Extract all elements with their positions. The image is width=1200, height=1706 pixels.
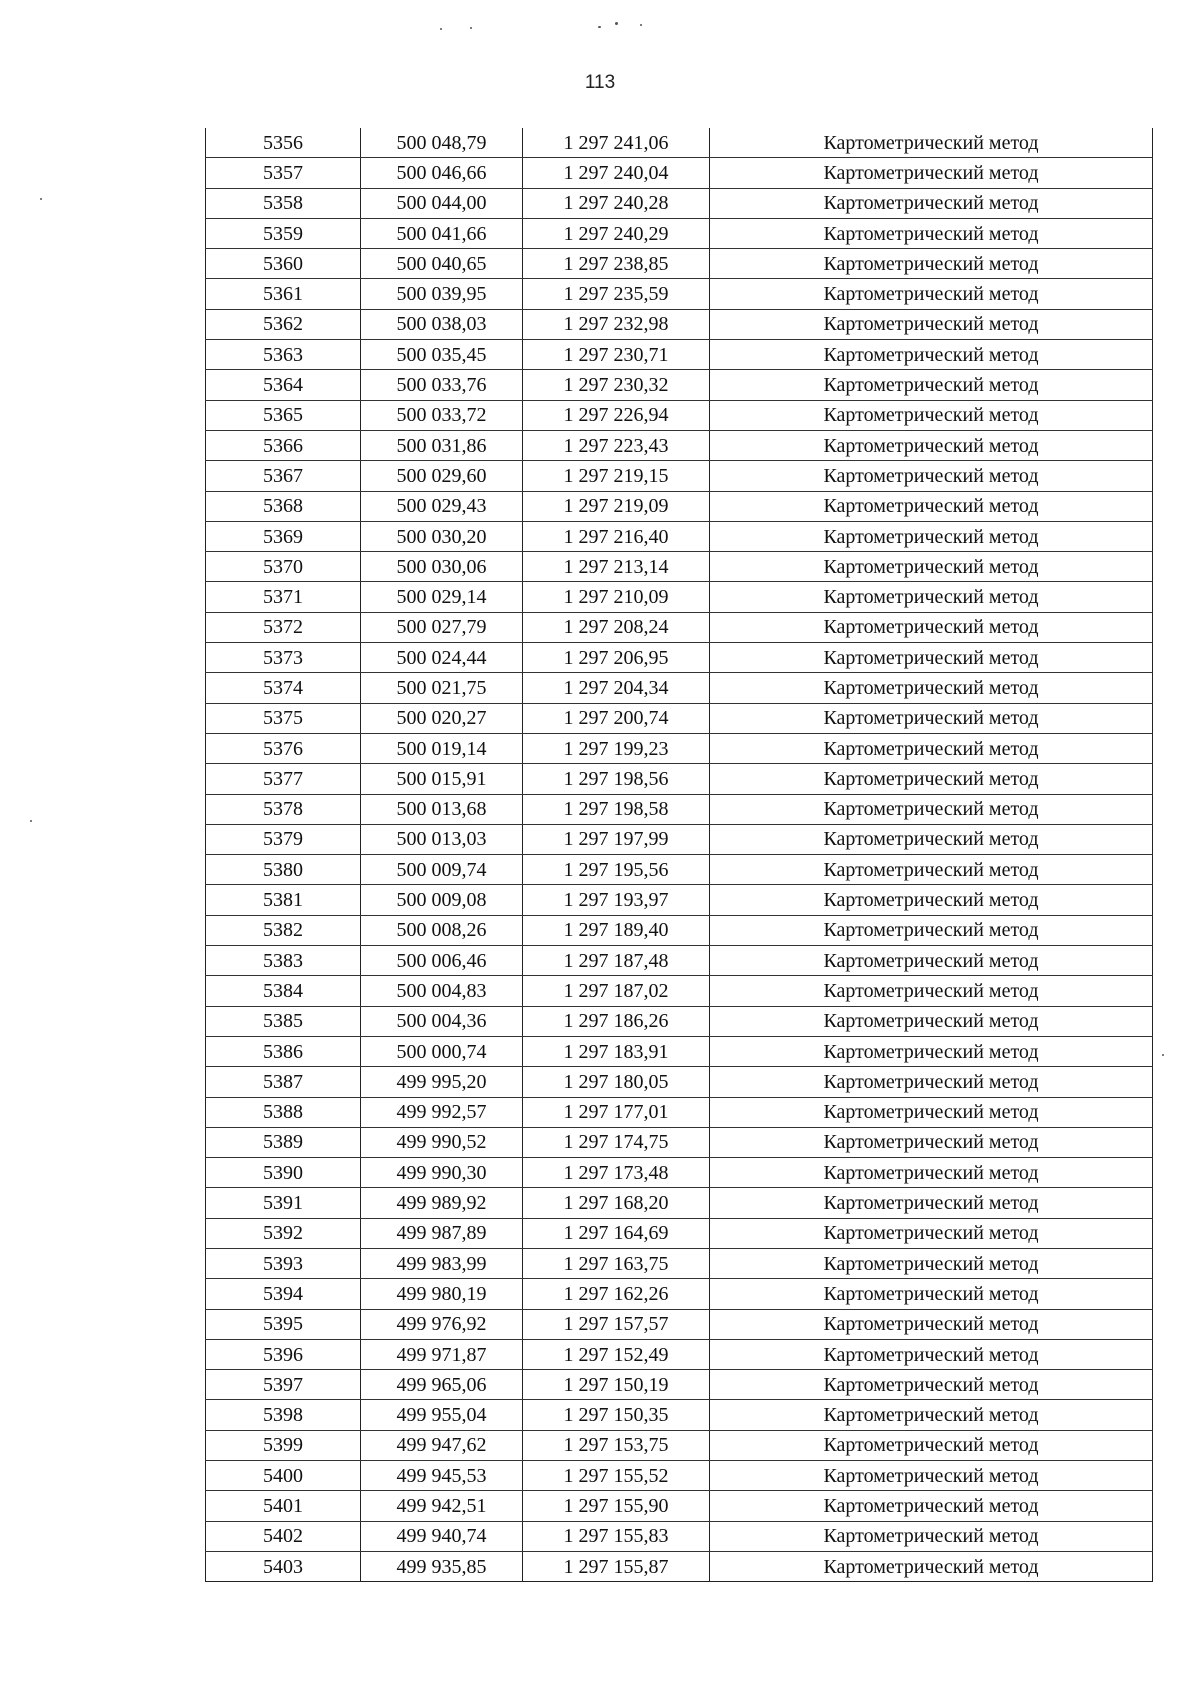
method-cell: Картометрический метод: [710, 1067, 1153, 1097]
point-number-cell: 5399: [206, 1430, 361, 1460]
method-cell: Картометрический метод: [710, 430, 1153, 460]
table-row: [206, 946, 1153, 976]
x-coordinate-cell: 500 041,66: [361, 218, 523, 248]
point-number-cell: 5379: [206, 824, 361, 854]
y-coordinate-cell: 1 297 164,69: [523, 1218, 710, 1248]
point-number-cell: 5387: [206, 1067, 361, 1097]
table-row: [206, 1309, 1153, 1339]
table-row: [206, 855, 1153, 885]
y-coordinate-cell: 1 297 240,29: [523, 218, 710, 248]
table-row: [206, 309, 1153, 339]
table-row: [206, 612, 1153, 642]
point-number-cell: 5392: [206, 1218, 361, 1248]
point-number-cell: 5360: [206, 249, 361, 279]
x-coordinate-cell: 499 971,87: [361, 1339, 523, 1369]
y-coordinate-cell: 1 297 187,02: [523, 976, 710, 1006]
point-number-cell: 5393: [206, 1248, 361, 1278]
method-cell: Картометрический метод: [710, 491, 1153, 521]
method-cell: Картометрический метод: [710, 521, 1153, 551]
method-cell: Картометрический метод: [710, 1430, 1153, 1460]
point-number-cell: 5370: [206, 552, 361, 582]
x-coordinate-cell: 500 029,43: [361, 491, 523, 521]
table-row: [206, 1279, 1153, 1309]
method-cell: Картометрический метод: [710, 1158, 1153, 1188]
y-coordinate-cell: 1 297 230,32: [523, 370, 710, 400]
method-cell: Картометрический метод: [710, 128, 1153, 158]
point-number-cell: 5382: [206, 915, 361, 945]
y-coordinate-cell: 1 297 216,40: [523, 521, 710, 551]
table-row: [206, 461, 1153, 491]
point-number-cell: 5385: [206, 1006, 361, 1036]
table-row: [206, 1461, 1153, 1491]
x-coordinate-cell: 499 990,30: [361, 1158, 523, 1188]
scan-speck: [40, 198, 42, 200]
scan-speck: [598, 26, 601, 28]
x-coordinate-cell: 500 021,75: [361, 673, 523, 703]
y-coordinate-cell: 1 297 199,23: [523, 733, 710, 763]
x-coordinate-cell: 499 940,74: [361, 1521, 523, 1551]
method-cell: Картометрический метод: [710, 188, 1153, 218]
method-cell: Картометрический метод: [710, 1370, 1153, 1400]
x-coordinate-cell: 500 000,74: [361, 1036, 523, 1066]
point-number-cell: 5367: [206, 461, 361, 491]
x-coordinate-cell: 500 039,95: [361, 279, 523, 309]
y-coordinate-cell: 1 297 232,98: [523, 309, 710, 339]
y-coordinate-cell: 1 297 223,43: [523, 430, 710, 460]
x-coordinate-cell: 500 044,00: [361, 188, 523, 218]
table-row: [206, 1127, 1153, 1157]
scan-speck: [440, 28, 442, 30]
table-row: [206, 552, 1153, 582]
point-number-cell: 5365: [206, 400, 361, 430]
x-coordinate-cell: 499 935,85: [361, 1551, 523, 1581]
y-coordinate-cell: 1 297 226,94: [523, 400, 710, 430]
method-cell: Картометрический метод: [710, 764, 1153, 794]
y-coordinate-cell: 1 297 198,58: [523, 794, 710, 824]
table-row: [206, 521, 1153, 551]
table-row: [206, 430, 1153, 460]
table-row: [206, 673, 1153, 703]
point-number-cell: 5369: [206, 521, 361, 551]
y-coordinate-cell: 1 297 168,20: [523, 1188, 710, 1218]
y-coordinate-cell: 1 297 213,14: [523, 552, 710, 582]
method-cell: Картометрический метод: [710, 673, 1153, 703]
x-coordinate-cell: 500 030,06: [361, 552, 523, 582]
y-coordinate-cell: 1 297 162,26: [523, 1279, 710, 1309]
point-number-cell: 5373: [206, 643, 361, 673]
scan-speck: [1162, 1054, 1164, 1056]
table-row: [206, 1006, 1153, 1036]
x-coordinate-cell: 500 029,60: [361, 461, 523, 491]
x-coordinate-cell: 499 976,92: [361, 1309, 523, 1339]
y-coordinate-cell: 1 297 174,75: [523, 1127, 710, 1157]
x-coordinate-cell: 500 009,08: [361, 885, 523, 915]
table-row: [206, 794, 1153, 824]
x-coordinate-cell: 499 955,04: [361, 1400, 523, 1430]
y-coordinate-cell: 1 297 163,75: [523, 1248, 710, 1278]
table-row: [206, 733, 1153, 763]
y-coordinate-cell: 1 297 177,01: [523, 1097, 710, 1127]
table-row: [206, 400, 1153, 430]
y-coordinate-cell: 1 297 155,87: [523, 1551, 710, 1581]
method-cell: Картометрический метод: [710, 824, 1153, 854]
table-row: [206, 491, 1153, 521]
table-row: [206, 1158, 1153, 1188]
coordinates-table: [205, 128, 1153, 1582]
x-coordinate-cell: 499 990,52: [361, 1127, 523, 1157]
x-coordinate-cell: 500 035,45: [361, 340, 523, 370]
y-coordinate-cell: 1 297 208,24: [523, 612, 710, 642]
method-cell: Картометрический метод: [710, 1218, 1153, 1248]
y-coordinate-cell: 1 297 157,57: [523, 1309, 710, 1339]
table-row: [206, 1400, 1153, 1430]
method-cell: Картометрический метод: [710, 1036, 1153, 1066]
x-coordinate-cell: 500 008,26: [361, 915, 523, 945]
method-cell: Картометрический метод: [710, 340, 1153, 370]
y-coordinate-cell: 1 297 240,04: [523, 158, 710, 188]
page-number: 113: [584, 72, 616, 93]
table-row: [206, 1339, 1153, 1369]
x-coordinate-cell: 500 031,86: [361, 430, 523, 460]
point-number-cell: 5368: [206, 491, 361, 521]
y-coordinate-cell: 1 297 155,83: [523, 1521, 710, 1551]
y-coordinate-cell: 1 297 186,26: [523, 1006, 710, 1036]
coordinates-table-body: [206, 128, 1153, 1582]
table-row: [206, 158, 1153, 188]
x-coordinate-cell: 499 942,51: [361, 1491, 523, 1521]
x-coordinate-cell: 499 965,06: [361, 1370, 523, 1400]
table-row: [206, 279, 1153, 309]
y-coordinate-cell: 1 297 206,95: [523, 643, 710, 673]
method-cell: Картометрический метод: [710, 158, 1153, 188]
table-row: [206, 915, 1153, 945]
table-row: [206, 1188, 1153, 1218]
point-number-cell: 5359: [206, 218, 361, 248]
point-number-cell: 5388: [206, 1097, 361, 1127]
x-coordinate-cell: 500 040,65: [361, 249, 523, 279]
x-coordinate-cell: 499 989,92: [361, 1188, 523, 1218]
y-coordinate-cell: 1 297 198,56: [523, 764, 710, 794]
point-number-cell: 5386: [206, 1036, 361, 1066]
table-row: [206, 188, 1153, 218]
x-coordinate-cell: 499 987,89: [361, 1218, 523, 1248]
method-cell: Картометрический метод: [710, 1400, 1153, 1430]
point-number-cell: 5383: [206, 946, 361, 976]
x-coordinate-cell: 500 027,79: [361, 612, 523, 642]
table-row: [206, 643, 1153, 673]
method-cell: Картометрический метод: [710, 1279, 1153, 1309]
point-number-cell: 5384: [206, 976, 361, 1006]
point-number-cell: 5390: [206, 1158, 361, 1188]
x-coordinate-cell: 500 038,03: [361, 309, 523, 339]
table-row: [206, 1248, 1153, 1278]
y-coordinate-cell: 1 297 155,90: [523, 1491, 710, 1521]
point-number-cell: 5395: [206, 1309, 361, 1339]
table-row: [206, 249, 1153, 279]
method-cell: Картометрический метод: [710, 1309, 1153, 1339]
method-cell: Картометрический метод: [710, 1339, 1153, 1369]
table-row: [206, 976, 1153, 1006]
point-number-cell: 5377: [206, 764, 361, 794]
table-row: [206, 885, 1153, 915]
table-row: [206, 1097, 1153, 1127]
y-coordinate-cell: 1 297 195,56: [523, 855, 710, 885]
method-cell: Картометрический метод: [710, 1188, 1153, 1218]
y-coordinate-cell: 1 297 153,75: [523, 1430, 710, 1460]
point-number-cell: 5376: [206, 733, 361, 763]
x-coordinate-cell: 500 004,83: [361, 976, 523, 1006]
x-coordinate-cell: 500 013,68: [361, 794, 523, 824]
table-row: [206, 1370, 1153, 1400]
point-number-cell: 5356: [206, 128, 361, 158]
x-coordinate-cell: 500 033,72: [361, 400, 523, 430]
point-number-cell: 5362: [206, 309, 361, 339]
x-coordinate-cell: 499 995,20: [361, 1067, 523, 1097]
x-coordinate-cell: 500 024,44: [361, 643, 523, 673]
point-number-cell: 5371: [206, 582, 361, 612]
x-coordinate-cell: 499 945,53: [361, 1461, 523, 1491]
point-number-cell: 5396: [206, 1339, 361, 1369]
table-row: [206, 340, 1153, 370]
point-number-cell: 5389: [206, 1127, 361, 1157]
table-row: [206, 1430, 1153, 1460]
method-cell: Картометрический метод: [710, 976, 1153, 1006]
table-row: [206, 1218, 1153, 1248]
method-cell: Картометрический метод: [710, 370, 1153, 400]
method-cell: Картометрический метод: [710, 1127, 1153, 1157]
x-coordinate-cell: 500 033,76: [361, 370, 523, 400]
y-coordinate-cell: 1 297 241,06: [523, 128, 710, 158]
table-row: [206, 582, 1153, 612]
table-row: [206, 1491, 1153, 1521]
y-coordinate-cell: 1 297 155,52: [523, 1461, 710, 1491]
method-cell: Картометрический метод: [710, 400, 1153, 430]
x-coordinate-cell: 500 019,14: [361, 733, 523, 763]
y-coordinate-cell: 1 297 230,71: [523, 340, 710, 370]
point-number-cell: 5391: [206, 1188, 361, 1218]
x-coordinate-cell: 500 006,46: [361, 946, 523, 976]
method-cell: Картометрический метод: [710, 309, 1153, 339]
x-coordinate-cell: 500 046,66: [361, 158, 523, 188]
method-cell: Картометрический метод: [710, 733, 1153, 763]
point-number-cell: 5380: [206, 855, 361, 885]
scan-speck: [470, 27, 472, 29]
x-coordinate-cell: 500 004,36: [361, 1006, 523, 1036]
point-number-cell: 5363: [206, 340, 361, 370]
table-row: [206, 1551, 1153, 1581]
scan-speck: [640, 24, 642, 26]
x-coordinate-cell: 500 030,20: [361, 521, 523, 551]
table-row: [206, 1036, 1153, 1066]
point-number-cell: 5374: [206, 673, 361, 703]
method-cell: Картометрический метод: [710, 279, 1153, 309]
point-number-cell: 5397: [206, 1370, 361, 1400]
x-coordinate-cell: 500 029,14: [361, 582, 523, 612]
method-cell: Картометрический метод: [710, 582, 1153, 612]
point-number-cell: 5381: [206, 885, 361, 915]
method-cell: Картометрический метод: [710, 855, 1153, 885]
y-coordinate-cell: 1 297 173,48: [523, 1158, 710, 1188]
point-number-cell: 5375: [206, 703, 361, 733]
point-number-cell: 5358: [206, 188, 361, 218]
y-coordinate-cell: 1 297 238,85: [523, 249, 710, 279]
method-cell: Картометрический метод: [710, 643, 1153, 673]
method-cell: Картометрический метод: [710, 885, 1153, 915]
point-number-cell: 5366: [206, 430, 361, 460]
x-coordinate-cell: 499 983,99: [361, 1248, 523, 1278]
method-cell: Картометрический метод: [710, 794, 1153, 824]
y-coordinate-cell: 1 297 189,40: [523, 915, 710, 945]
table-row: [206, 824, 1153, 854]
x-coordinate-cell: 499 980,19: [361, 1279, 523, 1309]
method-cell: Картометрический метод: [710, 552, 1153, 582]
table-row: [206, 703, 1153, 733]
x-coordinate-cell: 500 020,27: [361, 703, 523, 733]
method-cell: Картометрический метод: [710, 915, 1153, 945]
x-coordinate-cell: 500 009,74: [361, 855, 523, 885]
point-number-cell: 5401: [206, 1491, 361, 1521]
y-coordinate-cell: 1 297 235,59: [523, 279, 710, 309]
point-number-cell: 5361: [206, 279, 361, 309]
scan-speck: [30, 820, 32, 822]
table-row: [206, 764, 1153, 794]
method-cell: Картометрический метод: [710, 703, 1153, 733]
y-coordinate-cell: 1 297 200,74: [523, 703, 710, 733]
y-coordinate-cell: 1 297 180,05: [523, 1067, 710, 1097]
x-coordinate-cell: 500 048,79: [361, 128, 523, 158]
scan-speck: [615, 22, 618, 25]
table-row: [206, 370, 1153, 400]
table-row: [206, 1067, 1153, 1097]
y-coordinate-cell: 1 297 240,28: [523, 188, 710, 218]
y-coordinate-cell: 1 297 204,34: [523, 673, 710, 703]
y-coordinate-cell: 1 297 210,09: [523, 582, 710, 612]
table-row: [206, 218, 1153, 248]
method-cell: Картометрический метод: [710, 249, 1153, 279]
point-number-cell: 5402: [206, 1521, 361, 1551]
point-number-cell: 5398: [206, 1400, 361, 1430]
table-row: [206, 1521, 1153, 1551]
point-number-cell: 5400: [206, 1461, 361, 1491]
method-cell: Картометрический метод: [710, 1491, 1153, 1521]
method-cell: Картометрический метод: [710, 1461, 1153, 1491]
y-coordinate-cell: 1 297 197,99: [523, 824, 710, 854]
method-cell: Картометрический метод: [710, 461, 1153, 491]
y-coordinate-cell: 1 297 193,97: [523, 885, 710, 915]
y-coordinate-cell: 1 297 187,48: [523, 946, 710, 976]
method-cell: Картометрический метод: [710, 1006, 1153, 1036]
method-cell: Картометрический метод: [710, 1521, 1153, 1551]
x-coordinate-cell: 499 947,62: [361, 1430, 523, 1460]
point-number-cell: 5378: [206, 794, 361, 824]
point-number-cell: 5403: [206, 1551, 361, 1581]
point-number-cell: 5357: [206, 158, 361, 188]
method-cell: Картометрический метод: [710, 1551, 1153, 1581]
y-coordinate-cell: 1 297 219,15: [523, 461, 710, 491]
method-cell: Картометрический метод: [710, 218, 1153, 248]
y-coordinate-cell: 1 297 150,35: [523, 1400, 710, 1430]
method-cell: Картометрический метод: [710, 612, 1153, 642]
y-coordinate-cell: 1 297 183,91: [523, 1036, 710, 1066]
method-cell: Картометрический метод: [710, 1097, 1153, 1127]
y-coordinate-cell: 1 297 152,49: [523, 1339, 710, 1369]
point-number-cell: 5364: [206, 370, 361, 400]
method-cell: Картометрический метод: [710, 1248, 1153, 1278]
point-number-cell: 5372: [206, 612, 361, 642]
method-cell: Картометрический метод: [710, 946, 1153, 976]
x-coordinate-cell: 500 015,91: [361, 764, 523, 794]
y-coordinate-cell: 1 297 219,09: [523, 491, 710, 521]
point-number-cell: 5394: [206, 1279, 361, 1309]
y-coordinate-cell: 1 297 150,19: [523, 1370, 710, 1400]
x-coordinate-cell: 499 992,57: [361, 1097, 523, 1127]
x-coordinate-cell: 500 013,03: [361, 824, 523, 854]
table-row: [206, 128, 1153, 158]
